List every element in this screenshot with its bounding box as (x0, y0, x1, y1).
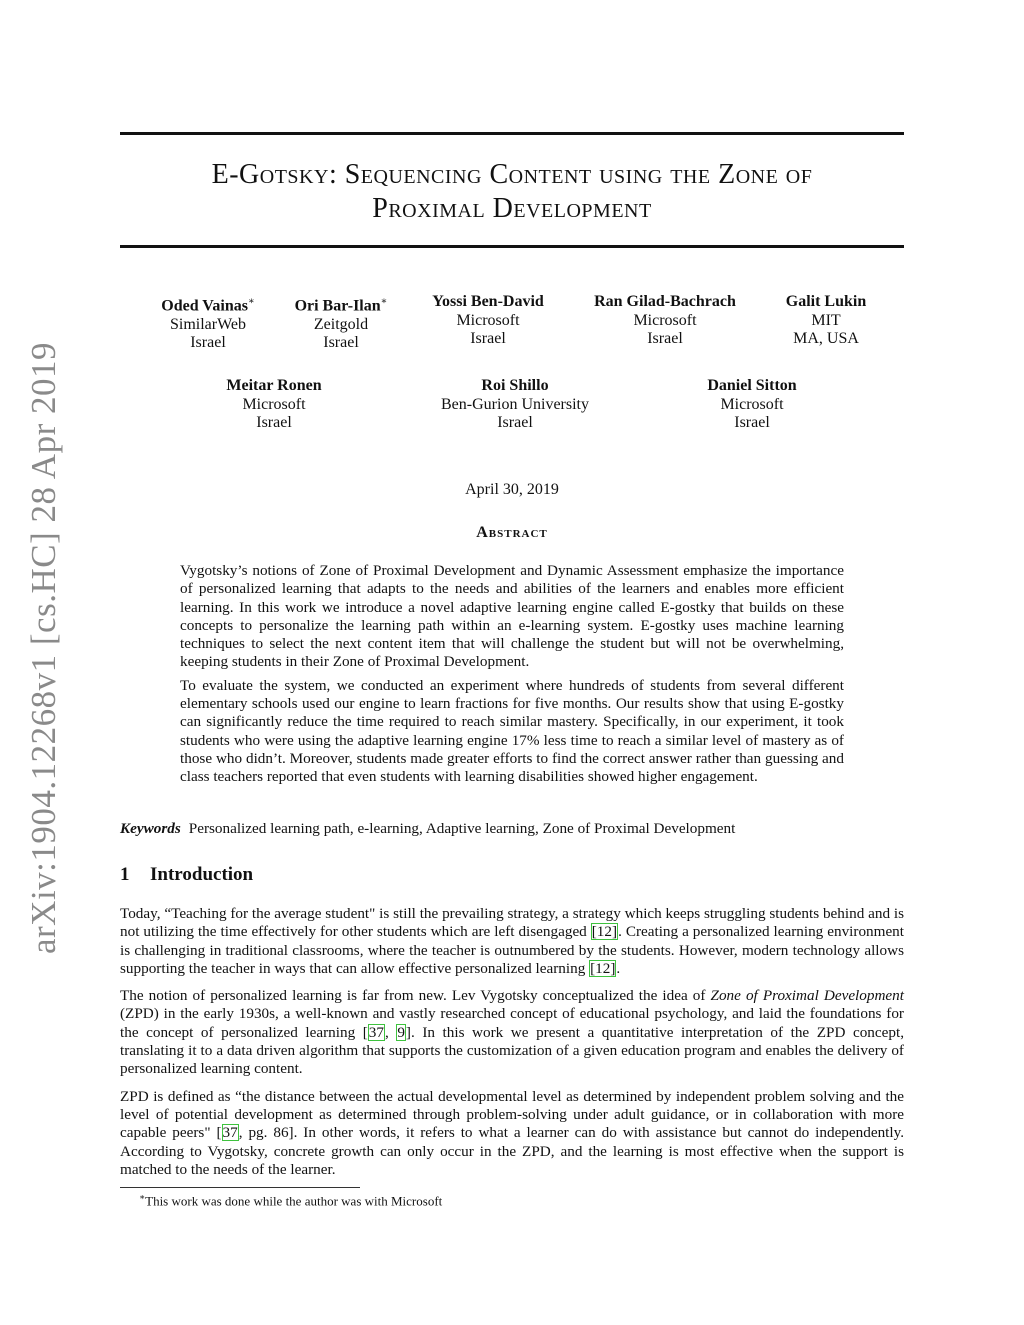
author-org: Zeitgold (313, 315, 369, 333)
author-name: Meitar Ronen (226, 377, 322, 394)
intro-paragraph-2 (120, 987, 904, 1078)
abstract-paragraph: Vygotsky’s notions of Zone of Proximal Development and Dynamic Assessment emphasize the importance of personalized learning that adapts to the needs and abilities of the learners and enables more efficient learning. In this work we introduce a novel adaptive learning engine called E-gostky that builds on these concepts to personalize the learning path within an e-learning system. E-gostky uses machine learning techniques to select the next content item that will challenge the student but will not be overwhelming, keeping students in their Zone of Proximal Development. (180, 562, 844, 671)
author-block (295, 293, 388, 353)
author-org: Microsoft (633, 311, 697, 329)
keywords-label: Keywords (120, 820, 181, 837)
text-run: . Creating a personalized learning environment is challenging in traditional classrooms, where the teacher is outnumbered by the students. However, modern technology allows supporting the teacher in ways that can allow effective personalized learning (120, 923, 904, 977)
paper-title (120, 158, 904, 226)
author-org: Ben-Gurion University (441, 395, 589, 413)
section-heading (120, 864, 253, 886)
author-block (226, 377, 321, 433)
text-run: . (616, 959, 621, 977)
text-run: (ZPD) in the early 1930s, a well-known and vastly researched concept of educational psychology, and laid the foundations for the concept of personalized learning [ (120, 1005, 904, 1041)
author-mark: ∗ (247, 296, 255, 307)
abstract-heading: Abstract (476, 524, 548, 541)
author-location: MA, USA (793, 330, 859, 347)
emphasis-text: Zone of Proximal Development (710, 987, 904, 1005)
title-rule-top (120, 132, 904, 135)
citation-link[interactable]: [12] (590, 959, 616, 977)
keywords (120, 820, 904, 838)
author-block (707, 377, 796, 433)
author-location: Israel (190, 334, 226, 352)
author-block (441, 377, 589, 433)
intro-paragraph-3 (120, 1088, 904, 1179)
intro-paragraph-1 (120, 905, 904, 978)
author-name: Daniel Sitton (707, 377, 797, 394)
author-mark: ∗ (380, 296, 388, 307)
text-run: The notion of personalized learning is far from new. Lev Vygotsky conceptualized the idea of (120, 987, 711, 1005)
title-rule-bottom (120, 245, 904, 248)
text-run: , pg. 86]. In other words, it refers to what a learner can do with assistance but cannot do independently. According to Vygotsky, concrete growth can only occur in the ZPD, and the learning is most effective when the support is matched to the needs of the learner. (120, 1124, 905, 1178)
text-run: ]. In this work we present a quantitative interpretation of the ZPD concept, translating it to a data driven algorithm that supports the customization of a given education program and enables the delivery of personalized learning content. (120, 1023, 904, 1078)
author-location: Israel (323, 334, 359, 352)
citation-link[interactable]: 9 (397, 1023, 405, 1041)
section-number: 1 (120, 864, 130, 885)
intro-body (120, 905, 904, 1188)
author-org: Microsoft (720, 395, 784, 413)
author-block (594, 293, 736, 349)
text-run: ZPD is defined as “the distance between the actual developmental level as determined by independent problem solving and the level of potential development as determined through problem-solving under adult guidance, or in collaboration with more capable peers" [ (120, 1087, 904, 1142)
section-title: Introduction (150, 864, 254, 885)
author-location: Israel (497, 414, 533, 431)
author-name: Yossi Ben-David (432, 293, 544, 310)
author-location: Israel (647, 330, 683, 347)
author-name: Oded Vainas (161, 297, 248, 315)
citation-link[interactable]: 37 (368, 1023, 384, 1041)
arxiv-stamp: arXiv:1904.12268v1 [cs.HC] 28 Apr 2019 (24, 341, 63, 955)
abstract-paragraph: To evaluate the system, we conducted an experiment where hundreds of students from several different elementary schools used our engine to learn fractions for five months. Our results show that using E-gostky can significantly reduce the time required to reach similar mastery. Specifically, in our experiment, it took students who were using the adaptive learning engine 17% less time to reach a similar level of mastery as of those who didn’t. Moreover, students made greater efforts to find the correct answer rather than guessing and class teachers reported that even students with learning disabilities showed higher engagement. (180, 676, 844, 786)
author-block (432, 293, 544, 349)
text-run: , (384, 1023, 397, 1041)
footnote (139, 1192, 442, 1209)
author-org: Microsoft (242, 395, 306, 413)
author-name: Ran Gilad-Bachrach (594, 293, 736, 310)
author-block (161, 293, 255, 353)
author-block (786, 293, 866, 349)
publication-date: April 30, 2019 (465, 481, 559, 498)
text-run: Today, “Teaching for the average student" is still the prevailing strategy, a strategy which keeps struggling students behind and is not utilizing the time effectively for other students which are left disengaged (120, 905, 904, 941)
author-name: Roi Shillo (481, 377, 549, 394)
title-line-2: Proximal Development (372, 193, 652, 224)
title-line-1: E-Gotsky: Sequencing Content using the Zone of (211, 159, 813, 190)
footnote-mark: ∗ (139, 1192, 146, 1202)
author-location: Israel (470, 330, 506, 347)
citation-link[interactable]: [12] (591, 923, 618, 941)
abstract-body (180, 562, 844, 792)
author-org: SimilarWeb (169, 315, 247, 333)
footnote-rule (120, 1187, 360, 1188)
author-name: Galit Lukin (785, 293, 867, 310)
author-location: Israel (734, 414, 770, 431)
author-org: Microsoft (456, 311, 520, 329)
author-org: MIT (811, 311, 841, 329)
citation-link[interactable]: 37 (222, 1124, 238, 1142)
author-location: Israel (256, 414, 292, 431)
keywords-text: Personalized learning path, e-learning, Adaptive learning, Zone of Proximal Development (188, 820, 736, 837)
author-name: Ori Bar-Ilan (294, 297, 381, 315)
footnote-text: This work was done while the author was with Microsoft (145, 1193, 443, 1209)
